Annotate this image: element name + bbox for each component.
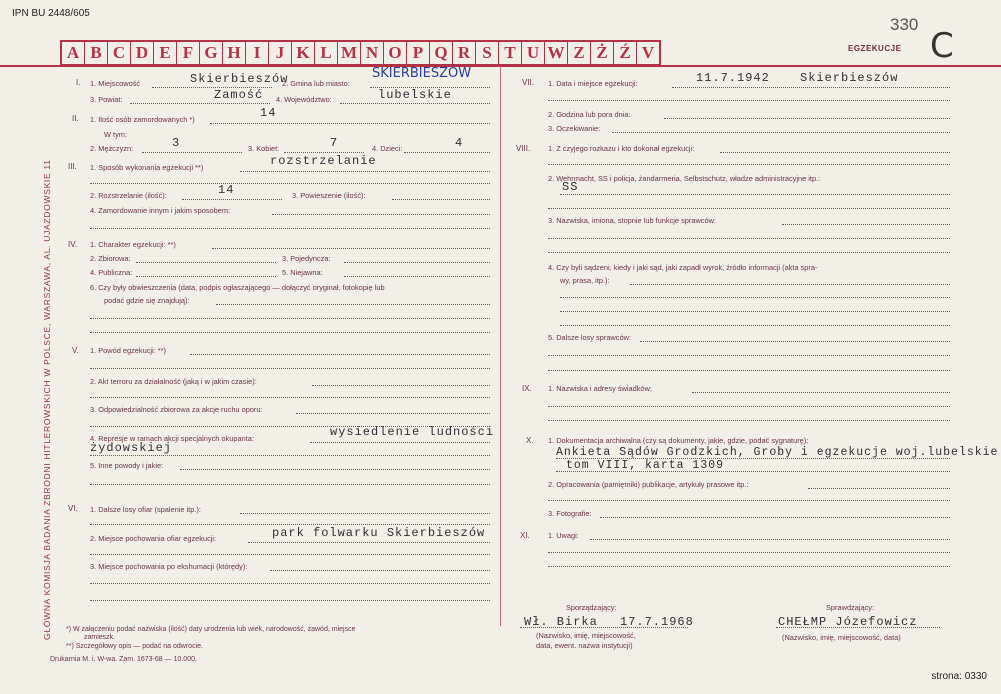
index-letter: W (545, 42, 568, 64)
field-label: 2. Rozstrzelanie (ilość): (90, 191, 167, 200)
field-value: rozstrzelanie (270, 154, 377, 168)
field-label: 1. Z czyjego rozkazu i kto dokonał egzekucji: (548, 144, 695, 153)
index-letter: T (499, 42, 522, 64)
field-label: 6. Czy były obwieszczenia (data, podpis ogłaszającego — dołączyć oryginał, fotokopię lub (90, 283, 385, 292)
field-value: SS (562, 180, 579, 194)
index-letter: Z (568, 42, 591, 64)
field-label: 3. Pojedyncza: (282, 254, 331, 263)
archive-reference: IPN BU 2448/605 (12, 8, 90, 19)
index-letter: M (338, 42, 361, 64)
field-value: wysiedlenie ludności (330, 425, 495, 439)
field-label: 1. Nazwiska i adresy świadków: (548, 384, 652, 393)
field-label: podać gdzie się znajdują): (104, 296, 190, 305)
handwritten-page-number: 330 (890, 15, 919, 34)
field-label: 3. Odpowiedzialność zbiorowa za akcje ruchu oporu: (90, 405, 263, 414)
index-letter: J (269, 42, 292, 64)
field-label: 2. Opracowania (pamiętniki) publikacje, artykuły prasowe itp.: (548, 480, 749, 489)
field-label: 4. Dzieci: (372, 144, 403, 153)
checker-name: CHEŁMP Józefowicz (778, 615, 918, 629)
section-I-number: I. (76, 78, 81, 87)
field-label: 2. Godzina lub pora dnia: (548, 110, 631, 119)
field-label: 2. Miejsce pochowania ofiar egzekucji: (90, 534, 217, 543)
preparer-date: 17.7.1968 (620, 615, 694, 629)
section-X-number: X. (526, 436, 534, 445)
field-value: Skierbieszów (190, 72, 289, 86)
footnote: **) Szczegółowy opis — podać na odwrocie. (66, 643, 203, 650)
index-letter: E (154, 42, 177, 64)
field-label: 2. Zbiorowa: (90, 254, 131, 263)
index-letter: Ż (591, 42, 614, 64)
field-label: 4. Województwo: (276, 95, 332, 104)
section-XI-number: XI. (520, 531, 530, 540)
footnote: *) W załączeniu podać nazwiska (ilość) daty urodzenia lub wiek, narodowość, zawód, miejsce (66, 626, 356, 633)
field-label: 1. Dalsze losy ofiar (spalenie itp.): (90, 505, 201, 514)
preparer-name: Wł. Birka (524, 615, 598, 629)
index-letter: L (315, 42, 338, 64)
field-value: 14 (260, 106, 277, 120)
index-letter: G (200, 42, 223, 64)
signature-label-preparer: Sporządzający: (566, 603, 617, 612)
field-label: 5. Niejawna: (282, 268, 323, 277)
field-value: lubelskie (378, 88, 452, 102)
section-III-number: III. (68, 162, 77, 171)
section-V-number: V. (72, 346, 79, 355)
signature-caption: (Nazwisko, imię, miejscowość, data) (782, 633, 901, 642)
section-IV-number: IV. (68, 240, 78, 249)
section-label: EGZEKUCJE (848, 44, 902, 53)
index-letter: D (131, 42, 154, 64)
field-label: 3. Powieszenie (ilość): (292, 191, 366, 200)
index-letter: U (522, 42, 545, 64)
index-letter: F (177, 42, 200, 64)
field-label: W tym: (104, 130, 127, 139)
alphabet-index-bar (60, 40, 661, 66)
section-VIII-number: VIII. (516, 144, 531, 153)
field-label: 3. Nazwiska, imiona, stopnie lub funkcje sprawców: (548, 216, 717, 225)
field-value: park folwarku Skierbieszów (272, 526, 486, 540)
field-label: 1. Sposób wykonania egzekucji **) (90, 163, 204, 172)
section-II-number: II. (72, 114, 79, 123)
field-label: 1. Dokumentacja archiwalna (czy są dokumenty, jakie, gdzie, podać sygnaturę): (548, 436, 809, 445)
field-label: 1. Charakter egzekucji: **) (90, 240, 176, 249)
field-label: 4. Czy byli sądzeni, kiedy i jaki sąd, jaki zapadł wyrok, źródło informacji (akta spra- (548, 263, 818, 272)
signature-caption: data, ewent. nazwa instytucji) (536, 641, 633, 650)
index-letter: I (246, 42, 269, 64)
index-letter: Q (430, 42, 453, 64)
field-value: 3 (172, 136, 181, 150)
field-label: 1. Uwagi: (548, 531, 579, 540)
index-letter: O (384, 42, 407, 64)
field-label: 2. Akt terroru za działalność (jaką i w jakim czasie): (90, 377, 257, 386)
column-divider (500, 66, 501, 626)
index-letter: C (108, 42, 131, 64)
field-label: 3. Kobiet: (248, 144, 280, 153)
field-label: 2. Gmina lub miasto: (282, 79, 350, 88)
section-VI-number: VI. (68, 504, 78, 513)
field-label: 5. Inne powody i jakie: (90, 461, 164, 470)
index-letter: V (641, 43, 655, 62)
handwritten-category-letter: C (930, 26, 954, 66)
field-value: żydowskiej (90, 441, 173, 455)
section-IX-number: IX. (522, 384, 532, 393)
institution-sidebar: GŁÓWNA KOMISJA BADANIA ZBRODNI HITLEROWSKICH W POLSCE, WARSZAWA, AL. UJAZDOWSKIE 11 (42, 159, 52, 640)
field-value-place: Skierbieszów (800, 71, 899, 85)
field-label: 3. Fotografie: (548, 509, 592, 518)
section-VII-number: VII. (522, 78, 535, 87)
signature-label-checker: Sprawdzający: (826, 603, 875, 612)
field-label: 5. Dalsze losy sprawców: (548, 333, 631, 342)
field-value-handwritten: SKIERBIESZÓW (372, 66, 472, 81)
field-value: 4 (455, 136, 464, 150)
field-label: 2. Wehrmacht, SS i policja, żandarmeria, Selbstschutz, władze administracyjne itp.: (548, 174, 821, 183)
field-value: Ankieta Sądów Grodzkich, Groby i egzekucje woj.lubelskie (556, 446, 999, 459)
index-letter: P (407, 42, 430, 64)
field-label: 4. Publiczna: (90, 268, 133, 277)
field-label: 2. Mężczyzn: (90, 144, 134, 153)
field-label: 4. Represje w ramach akcji specjalnych okupanta: (90, 434, 254, 443)
footnote: zamieszk. (84, 634, 116, 641)
field-label: 1. Data i miejsce egzekucji: (548, 79, 638, 88)
field-label: 1. Powód egzekucji: **) (90, 346, 166, 355)
field-label: 1. Miejscowość (90, 79, 141, 88)
index-letter: A (62, 42, 85, 64)
field-value: tom VIII, karta 1309 (566, 459, 725, 472)
index-letter: Ź (614, 42, 637, 64)
field-label: 3. Powiat: (90, 95, 123, 104)
index-letter: B (85, 42, 108, 64)
field-value: 7 (330, 136, 339, 150)
field-label: 4. Zamordowanie innym i jakim sposobem: (90, 206, 231, 215)
field-label: 3. Oczekiwanie: (548, 124, 601, 133)
page-number: strona: 0330 (931, 671, 987, 682)
field-label: wy, prasa, itp.): (560, 276, 610, 285)
field-label: 1. Ilość osób zamordowanych *) (90, 115, 195, 124)
field-label: 3. Miejsce pochowania po ekshumacji (którędy): (90, 562, 248, 571)
index-letter: S (476, 42, 499, 64)
index-letter: H (223, 42, 246, 64)
field-value-date: 11.7.1942 (696, 71, 770, 85)
field-value: Zamość (214, 88, 264, 102)
signature-caption: (Nazwisko, imię, miejscowość, (536, 631, 636, 640)
field-value: 14 (218, 183, 235, 197)
printer-info: Drukarnia M. i. W-wa. Zam. 1673-68 — 10.000. (50, 656, 197, 663)
index-letter: N (361, 42, 384, 64)
index-letter: R (453, 42, 476, 64)
index-letter: K (292, 42, 315, 64)
